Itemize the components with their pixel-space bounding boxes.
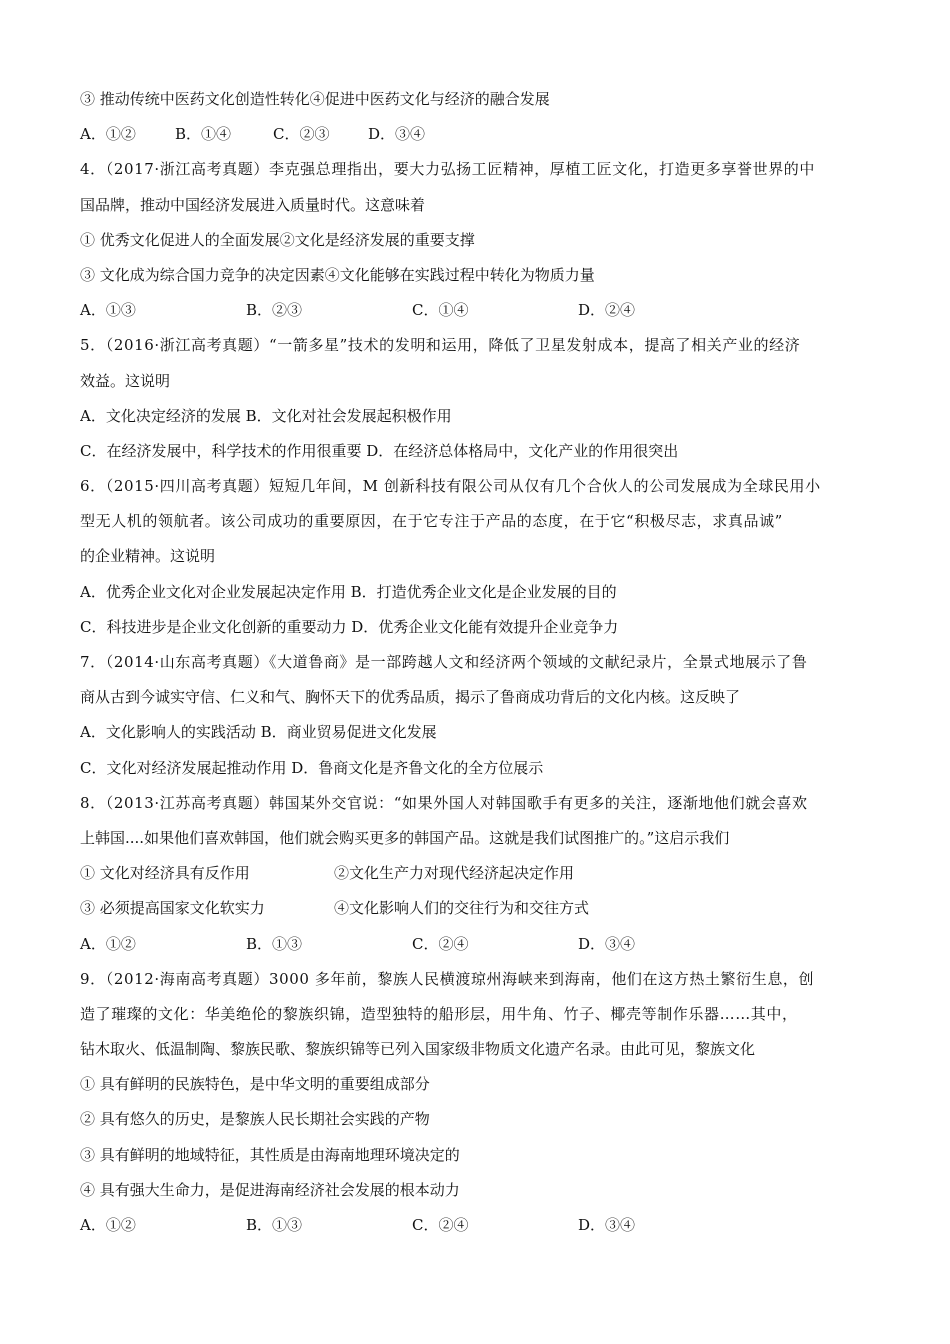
q8-statements-3-4: [80, 891, 880, 926]
q5-stem-line-1: 5．（2016·浙江高考真题）“一箭多星”技术的发明和运用，降低了卫星发射成本，提高了相关产业的经济: [80, 336, 801, 355]
document-page: [80, 82, 880, 1243]
q9-statement-4: ④ 具有强大生命力，是促进海南经济社会发展的根本动力: [80, 1180, 460, 1199]
q4-options: [80, 293, 880, 328]
q8-options: [80, 927, 880, 962]
q6-stem-line-1: 6．（2015·四川高考真题）短短几年间，M 创新科技有限公司从仅有几个合伙人的公司发展成为全球民用小: [80, 477, 821, 496]
q8-statements-1-2: [80, 856, 880, 891]
q6-options-a-b: A．优秀企业文化对企业发展起决定作用 B．打造优秀企业文化是企业发展的目的: [80, 582, 617, 601]
q4-statements-3-4: ③ 文化成为综合国力竞争的决定因素④文化能够在实践过程中转化为物质力量: [80, 265, 595, 284]
q4-option-b: B．②③: [246, 301, 303, 320]
q8-stem-line-2: 上韩国....如果他们喜欢韩国，他们就会购买更多的韩国产品。这就是我们试图推广的。”这启示我们: [80, 828, 730, 847]
q9-option-c: C．②④: [412, 1216, 469, 1234]
q9-option-b: B．①③: [246, 1216, 303, 1234]
q3-options: [80, 117, 880, 152]
q7-stem-line-1: 7．（2014·山东高考真题）《大道鲁商》是一部跨越人文和经济两个领域的文献纪录片，全景式地展示了鲁: [80, 653, 808, 671]
q8-stem-line-1: 8．（2013·江苏高考真题）韩国某外交官说：“如果外国人对韩国歌手有更多的关注，逐渐地他们就会喜欢: [80, 793, 808, 812]
q7-stem-line-2: 商从古到今诚实守信、仁义和气、胸怀天下的优秀品质，揭示了鲁商成功背后的文化内核。这反映了: [80, 688, 741, 707]
q4-stem-line-1: 4．（2017·浙江高考真题）李克强总理指出，要大力弘扬工匠精神，厚植工匠文化，打造更多享誉世界的中: [80, 160, 815, 179]
q9-stem-line-2: 造了璀璨的文化：华美绝伦的黎族织锦，造型独特的船形层，用牛角、竹子、椰壳等制作乐器……其中，: [80, 1004, 798, 1023]
q8-option-b: B．①③: [246, 934, 303, 953]
q3-option-d: D．③④: [368, 125, 426, 144]
q3-option-a: A．①②: [80, 125, 136, 144]
q7-options-a-b: A．文化影响人的实践活动 B．商业贸易促进文化发展: [80, 723, 437, 742]
q5-options-c-d: C．在经济发展中，科学技术的作用很重要 D．在经济总体格局中，文化产业的作用很突出: [80, 441, 679, 460]
q5-options-a-b: A．文化决定经济的发展 B．文化对社会发展起积极作用: [80, 406, 452, 425]
q4-option-c: C．①④: [412, 301, 469, 320]
q6-options-c-d: C．科技进步是企业文化创新的重要动力 D．优秀企业文化能有效提升企业竞争力: [80, 617, 619, 636]
q3-option-b: B．①④: [175, 125, 232, 144]
q8-statement-3: ③ 必须提高国家文化软实力: [80, 899, 265, 918]
q6-stem-line-2: 型无人机的领航者。该公司成功的重要原因，在于它专注于产品的态度，在于它“积极尽志，求真品诚”: [80, 512, 783, 531]
q9-stem-line-1: 9．（2012·海南高考真题）3000 多年前，黎族人民横渡琼州海峡来到海南，他们在这方热土繁衍生息，创: [80, 969, 815, 988]
q4-statements-1-2: ① 优秀文化促进人的全面发展②文化是经济发展的重要支撑: [80, 230, 475, 249]
q9-statement-1: ① 具有鲜明的民族特色，是中华文明的重要组成部分: [80, 1075, 430, 1094]
q8-option-d: D．③④: [578, 934, 636, 953]
q9-option-a: A．①②: [80, 1216, 136, 1234]
q5-stem-line-2: 效益。这说明: [80, 371, 171, 390]
q8-option-a: A．①②: [80, 934, 136, 953]
q9-options: [80, 1208, 880, 1243]
q6-stem-line-3: 的企业精神。这说明: [80, 547, 216, 566]
q8-statement-2: ②文化生产力对现代经济起决定作用: [334, 864, 575, 883]
q4-option-a: A．①③: [80, 301, 136, 320]
q3-statements-3-4: ③ 推动传统中医药文化创造性转化④促进中医药文化与经济的融合发展: [80, 90, 550, 108]
q9-statement-2: ② 具有悠久的历史，是黎族人民长期社会实践的产物: [80, 1110, 430, 1129]
q9-option-d: D．③④: [578, 1216, 636, 1234]
q9-statement-3: ③ 具有鲜明的地域特征，其性质是由海南地理环境决定的: [80, 1145, 460, 1164]
q8-statement-1: ① 文化对经济具有反作用: [80, 864, 250, 883]
q8-option-c: C．②④: [412, 934, 469, 953]
q8-statement-4: ④文化影响人们的交往行为和交往方式: [334, 899, 590, 918]
q3-option-c: C．②③: [273, 125, 330, 144]
q9-stem-line-3: 钻木取火、低温制陶、黎族民歌、黎族织锦等已列入国家级非物质文化遗产名录。由此可见，黎族文化: [80, 1040, 756, 1059]
q4-option-d: D．②④: [578, 301, 636, 320]
q4-stem-line-2: 国品牌，推动中国经济发展进入质量时代。这意味着: [80, 195, 426, 214]
q7-options-c-d: C．文化对经济发展起推动作用 D．鲁商文化是齐鲁文化的全方位展示: [80, 758, 544, 777]
